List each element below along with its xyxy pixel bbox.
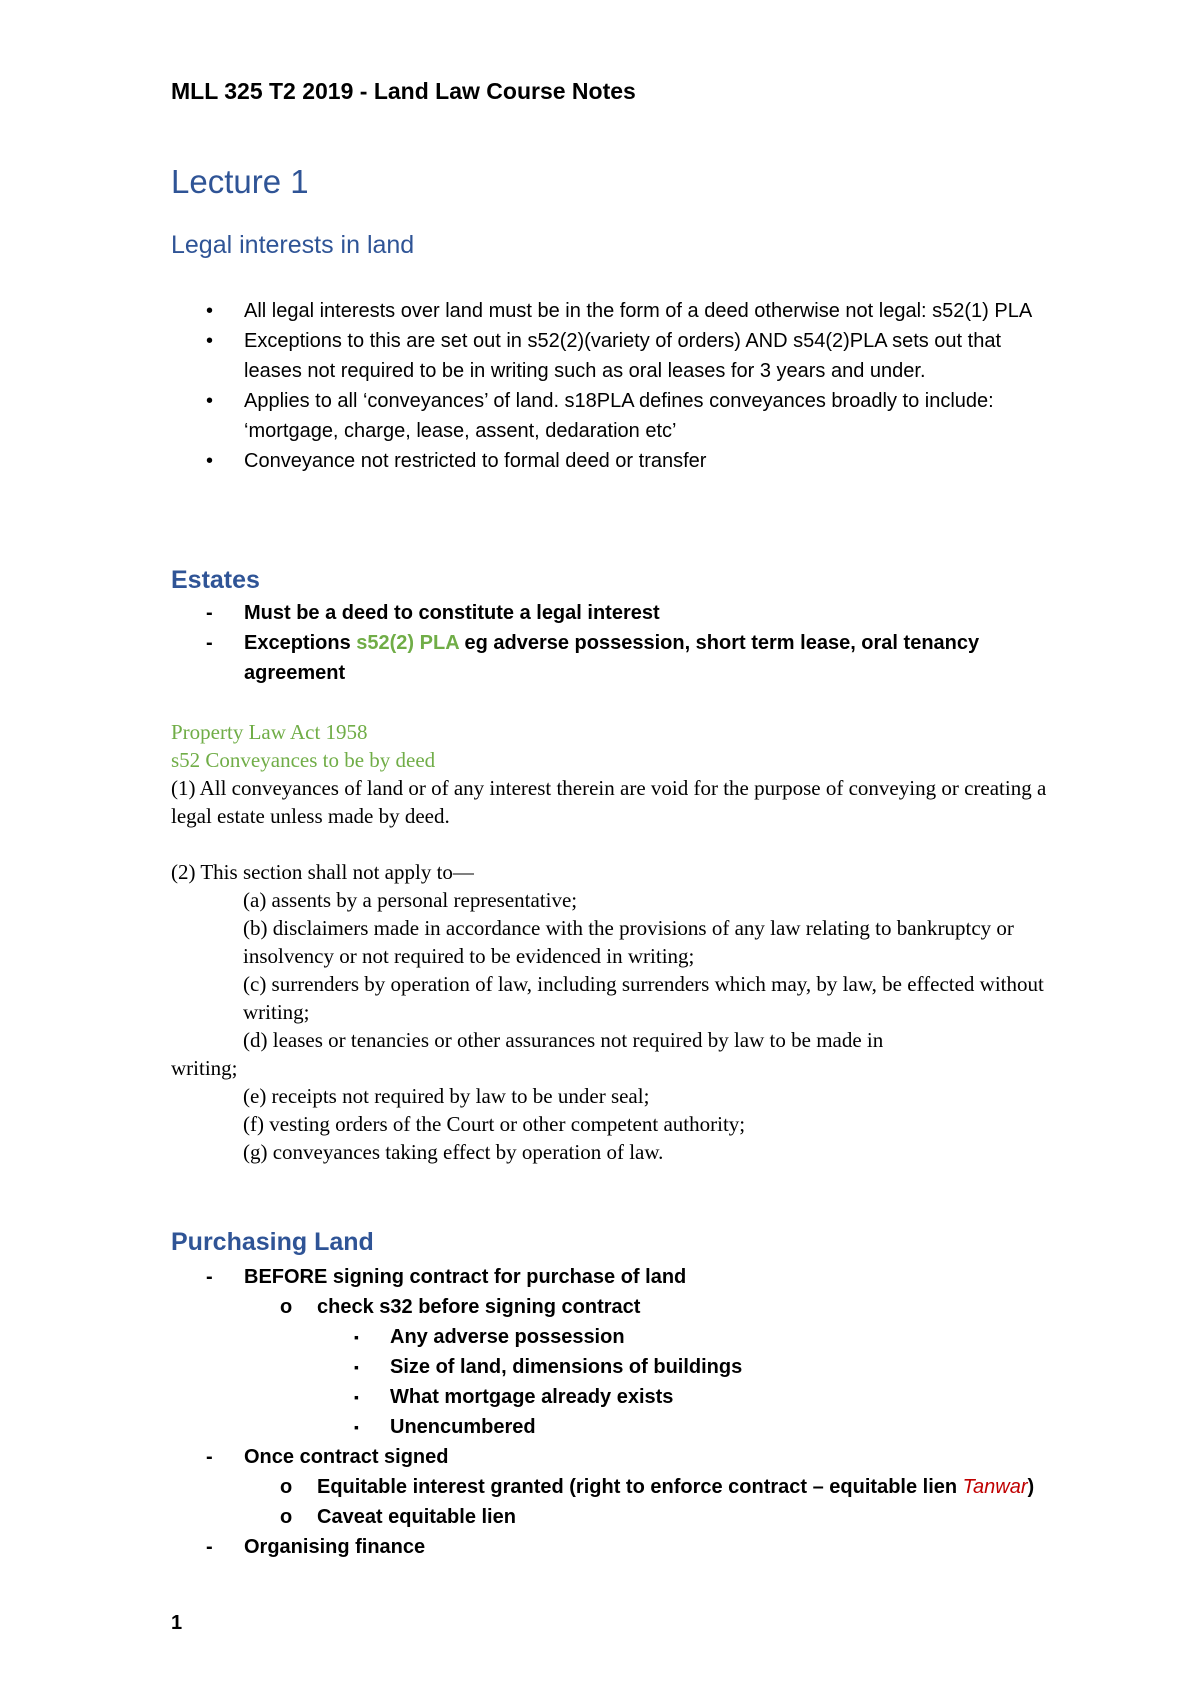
act-section-title: s52 Conveyances to be by deed (171, 748, 436, 772)
act-paragraph-d: (d) leases or tenancies or other assurances not required by law to be made in (243, 1028, 884, 1052)
list-item: • All legal interests over land must be in the form of a deed otherwise not legal: s52(1) PLA (171, 296, 1051, 326)
list-item: ▪ Unencumbered (171, 1412, 1051, 1442)
list-item: - Once contract signed (171, 1442, 1051, 1472)
list-item: - Organising finance (171, 1532, 1051, 1562)
lecture-heading: Lecture 1 (171, 163, 309, 200)
list-item: ▪ What mortgage already exists (171, 1382, 1051, 1412)
square-bullet-icon: ▪ (354, 1389, 359, 1405)
list-item: o check s32 before signing contract (171, 1292, 1051, 1322)
square-bullet-icon: ▪ (354, 1329, 359, 1345)
act-paragraph-c: (c) surrenders by operation of law, including surrenders which may, by law, be effected without writing; (243, 972, 1044, 1024)
act-paragraph-e: (e) receipts not required by law to be under seal; (243, 1084, 650, 1108)
dash-icon: - (206, 1266, 213, 1288)
list-item: - Must be a deed to constitute a legal interest (171, 598, 1051, 628)
act-subsection-2: (2) This section shall not apply to— (171, 860, 474, 884)
legal-interests-list (171, 296, 1051, 476)
document-title: MLL 325 T2 2019 - Land Law Course Notes (171, 78, 636, 104)
section-heading-legal-interests: Legal interests in land (171, 231, 415, 259)
list-item: ▪ Size of land, dimensions of buildings (171, 1352, 1051, 1382)
statute-reference: s52(2) PLA (356, 632, 459, 654)
act-paragraph-g: (g) conveyances taking effect by operation of law. (243, 1140, 664, 1164)
dash-icon: - (206, 602, 213, 624)
square-bullet-icon: ▪ (354, 1359, 359, 1375)
list-item: ▪ Any adverse possession (171, 1322, 1051, 1352)
estates-list (171, 598, 1051, 688)
list-item: o Caveat equitable lien (171, 1502, 1051, 1532)
act-subsection-1: (1) All conveyances of land or of any interest therein are void for the purpose of conveying or creating a legal estate unless made by deed. (171, 776, 1047, 828)
section-heading-estates: Estates (171, 566, 260, 594)
circle-bullet-icon: o (280, 1296, 293, 1318)
act-title: Property Law Act 1958 (171, 720, 368, 744)
square-bullet-icon: ▪ (354, 1419, 359, 1435)
dash-icon: - (206, 632, 213, 654)
list-item: o Equitable interest granted (right to enforce contract – equitable lien Tanwar) (171, 1472, 1051, 1502)
bullet-icon: • (206, 330, 214, 352)
dash-icon: - (206, 1536, 213, 1558)
purchasing-list (171, 1262, 1051, 1562)
circle-bullet-icon: o (280, 1506, 293, 1528)
act-paragraph-f: (f) vesting orders of the Court or other competent authority; (243, 1112, 746, 1136)
act-paragraph-d-cont: writing; (171, 1056, 238, 1080)
dash-icon: - (206, 1446, 213, 1468)
act-paragraph-a: (a) assents by a personal representative; (243, 888, 578, 912)
list-item: - BEFORE signing contract for purchase of land (171, 1262, 1051, 1292)
bullet-icon: • (206, 300, 214, 322)
circle-bullet-icon: o (280, 1476, 293, 1498)
bullet-icon: • (206, 450, 214, 472)
list-item: • Applies to all ‘conveyances’ of land. s18PLA defines conveyances broadly to include: ‘mortgage, charge, lease, assent, dedaration etc’ (171, 386, 1051, 446)
statute-extract (171, 718, 1051, 1166)
list-item: - Exceptions s52(2) PLA eg adverse possession, short term lease, oral tenancy agreement (171, 628, 1051, 688)
page-number: 1 (171, 1612, 183, 1634)
list-item: • Conveyance not restricted to formal deed or transfer (171, 446, 1051, 476)
section-heading-purchasing: Purchasing Land (171, 1228, 374, 1256)
case-reference: Tanwar (962, 1476, 1028, 1498)
bullet-icon: • (206, 390, 214, 412)
list-item: • Exceptions to this are set out in s52(2)(variety of orders) AND s54(2)PLA sets out that leases not required to be in writing such as oral leases for 3 years and under. (171, 326, 1051, 386)
act-paragraph-b: (b) disclaimers made in accordance with the provisions of any law relating to bankruptcy or insolvency or not required to be evidenced in writing; (243, 916, 1014, 968)
